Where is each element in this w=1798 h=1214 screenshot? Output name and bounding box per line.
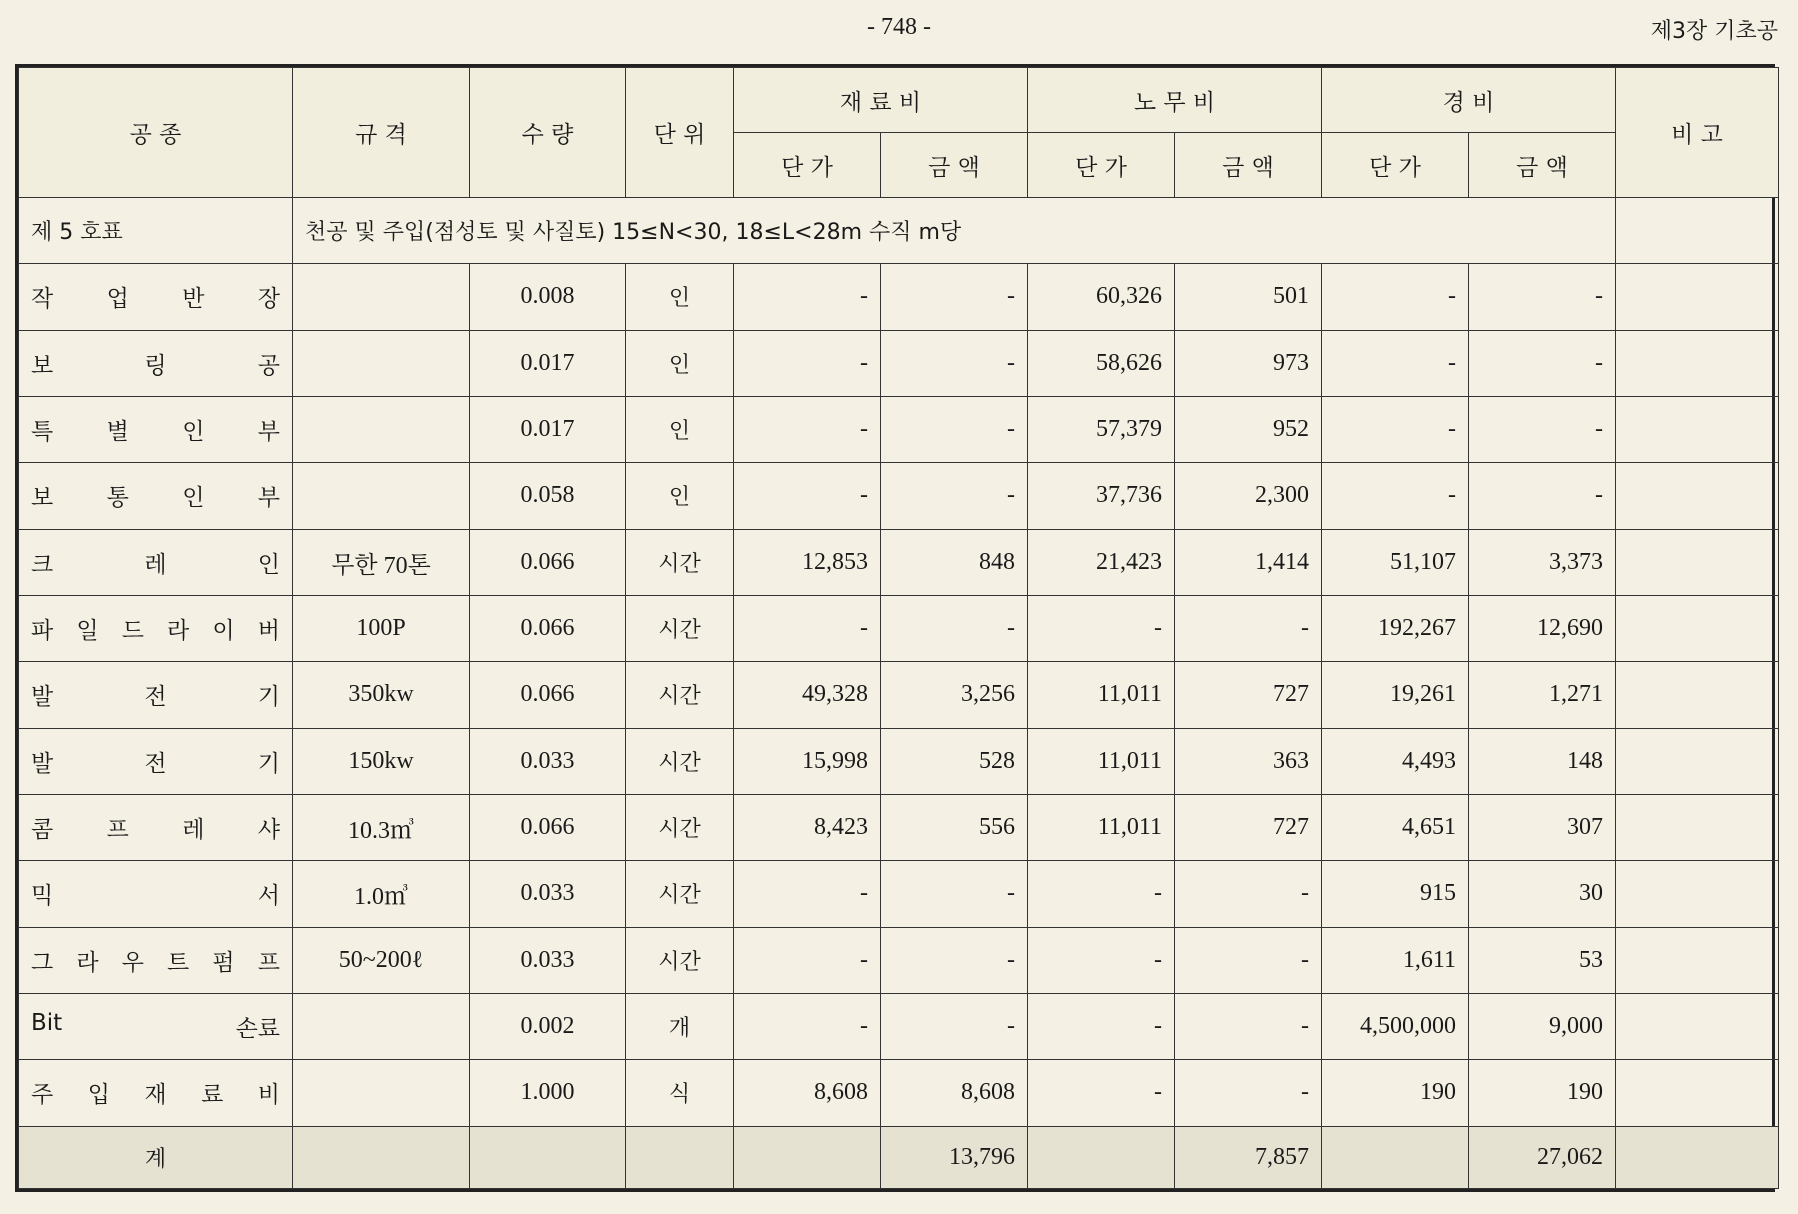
work-type-cell [19, 264, 293, 330]
page-number: - 748 - [867, 14, 931, 40]
table-row [19, 396, 1779, 462]
header-unit: 단 위 [626, 68, 734, 198]
expense-amount-cell: 190 [1469, 1060, 1616, 1126]
quantity-cell: 0.066 [470, 794, 626, 860]
expense-amount-cell: 9,000 [1469, 993, 1616, 1059]
unit-cell: 시간 [626, 794, 734, 860]
labor-unit-price-cell: 11,011 [1028, 794, 1175, 860]
work-type-label: 파 일 드 라 이 버 [31, 618, 280, 645]
labor-amount-cell: - [1175, 1060, 1322, 1126]
table-row [19, 463, 1779, 529]
unit-cell: 시간 [626, 728, 734, 794]
work-type-cell [19, 595, 293, 661]
table-row [19, 1060, 1779, 1126]
labor-amount-cell: 727 [1175, 794, 1322, 860]
labor-unit-price-cell: - [1028, 1060, 1175, 1126]
header-expense: 경 비 [1322, 68, 1616, 133]
labor-amount-cell: - [1175, 595, 1322, 661]
expense-unit-price-cell: 4,651 [1322, 794, 1469, 860]
quantity-cell: 0.008 [470, 264, 626, 330]
header-material-amount: 금 액 [881, 133, 1028, 198]
quantity-cell: 0.066 [470, 595, 626, 661]
expense-unit-price-cell: 1,611 [1322, 927, 1469, 993]
material-amount-cell: - [881, 463, 1028, 529]
labor-unit-price-cell: - [1028, 861, 1175, 927]
expense-amount-cell: 12,690 [1469, 595, 1616, 661]
labor-unit-price-cell: 58,626 [1028, 330, 1175, 396]
unit-cell: 개 [626, 993, 734, 1059]
material-amount-cell: - [881, 396, 1028, 462]
material-unit-price-cell: 15,998 [734, 728, 881, 794]
total-spec-cell [293, 1126, 470, 1188]
spec-cell [293, 396, 470, 462]
remarks-cell [1616, 264, 1779, 330]
labor-unit-price-cell: 11,011 [1028, 728, 1175, 794]
labor-amount-cell: - [1175, 927, 1322, 993]
spec-cell [293, 330, 470, 396]
spec-cell: 10.3㎥ [293, 794, 470, 860]
unit-cell: 시간 [626, 529, 734, 595]
labor-unit-price-cell: 57,379 [1028, 396, 1175, 462]
work-type-cell [19, 662, 293, 728]
table-row [19, 728, 1779, 794]
unit-cell: 시간 [626, 861, 734, 927]
quantity-cell: 0.033 [470, 861, 626, 927]
table-row [19, 595, 1779, 661]
work-type-label: 그 라 우 트 펌 프 [31, 949, 280, 976]
spec-cell: 1.0㎥ [293, 861, 470, 927]
work-type-label: 크 레 인 [31, 551, 280, 578]
work-type-cell [19, 993, 293, 1059]
expense-unit-price-cell: 915 [1322, 861, 1469, 927]
spec-cell: 150kw [293, 728, 470, 794]
work-type-cell [19, 463, 293, 529]
material-unit-price-cell: - [734, 396, 881, 462]
work-type-cell [19, 728, 293, 794]
labor-unit-price-cell: 37,736 [1028, 463, 1175, 529]
labor-amount-cell: 1,414 [1175, 529, 1322, 595]
remarks-cell [1616, 1060, 1779, 1126]
remarks-cell [1616, 330, 1779, 396]
expense-amount-cell: 1,271 [1469, 662, 1616, 728]
work-type-label: 믹 서 [31, 883, 280, 910]
labor-amount-cell: 727 [1175, 662, 1322, 728]
remarks-cell [1616, 927, 1779, 993]
expense-unit-price-cell: 4,500,000 [1322, 993, 1469, 1059]
expense-amount-cell: - [1469, 396, 1616, 462]
remarks-cell [1616, 662, 1779, 728]
total-unit-cell [626, 1126, 734, 1188]
spec-cell [293, 463, 470, 529]
labor-unit-price-cell: - [1028, 595, 1175, 661]
remarks-cell [1616, 993, 1779, 1059]
cost-table-container [15, 64, 1775, 1192]
quantity-cell: 0.002 [470, 993, 626, 1059]
total-quantity-cell [470, 1126, 626, 1188]
section-remarks [1616, 198, 1779, 264]
material-amount-cell: 3,256 [881, 662, 1028, 728]
section-description: 천공 및 주입(점성토 및 사질토) 15≤N<30, 18≤L<28m 수직 m당 [293, 198, 1616, 264]
expense-unit-price-cell: - [1322, 463, 1469, 529]
header-work-type: 공 종 [19, 68, 293, 198]
work-type-label: 발 전 기 [31, 684, 280, 711]
total-row [19, 1126, 1779, 1188]
quantity-cell: 0.017 [470, 396, 626, 462]
remarks-cell [1616, 529, 1779, 595]
material-unit-price-cell: - [734, 861, 881, 927]
material-amount-cell: - [881, 330, 1028, 396]
expense-unit-price-cell: 19,261 [1322, 662, 1469, 728]
unit-cell: 시간 [626, 595, 734, 661]
labor-amount-cell: 501 [1175, 264, 1322, 330]
expense-amount-cell: - [1469, 330, 1616, 396]
total-expense-unit-price-cell [1322, 1126, 1469, 1188]
material-amount-cell: 528 [881, 728, 1028, 794]
header-quantity: 수 량 [470, 68, 626, 198]
work-type-cell [19, 529, 293, 595]
table-row [19, 264, 1779, 330]
unit-cell: 인 [626, 463, 734, 529]
material-amount-cell: - [881, 927, 1028, 993]
labor-amount-cell: - [1175, 993, 1322, 1059]
material-amount-cell: 848 [881, 529, 1028, 595]
labor-amount-cell: 2,300 [1175, 463, 1322, 529]
expense-amount-cell: 307 [1469, 794, 1616, 860]
expense-amount-cell: 53 [1469, 927, 1616, 993]
cost-table [18, 67, 1779, 1189]
work-type-label: 작 업 반 장 [31, 286, 280, 313]
header-expense-unit-price: 단 가 [1322, 133, 1469, 198]
expense-amount-cell: - [1469, 463, 1616, 529]
labor-unit-price-cell: 60,326 [1028, 264, 1175, 330]
material-amount-cell: - [881, 993, 1028, 1059]
material-unit-price-cell: - [734, 927, 881, 993]
total-labor-unit-price-cell [1028, 1126, 1175, 1188]
expense-unit-price-cell: 51,107 [1322, 529, 1469, 595]
spec-cell: 350kw [293, 662, 470, 728]
header-labor: 노 무 비 [1028, 68, 1322, 133]
expense-unit-price-cell: 192,267 [1322, 595, 1469, 661]
table-row [19, 993, 1779, 1059]
expense-unit-price-cell: 190 [1322, 1060, 1469, 1126]
expense-unit-price-cell: 4,493 [1322, 728, 1469, 794]
work-type-label: Bit 손료 [31, 1010, 280, 1043]
material-amount-cell: 556 [881, 794, 1028, 860]
remarks-cell [1616, 595, 1779, 661]
remarks-cell [1616, 861, 1779, 927]
material-amount-cell: 8,608 [881, 1060, 1028, 1126]
work-type-label: 주 입 재 료 비 [31, 1082, 280, 1109]
material-unit-price-cell: 8,608 [734, 1060, 881, 1126]
labor-unit-price-cell: 21,423 [1028, 529, 1175, 595]
header-remarks: 비 고 [1616, 68, 1779, 198]
material-unit-price-cell: 49,328 [734, 662, 881, 728]
labor-amount-cell: 973 [1175, 330, 1322, 396]
material-unit-price-cell: - [734, 330, 881, 396]
expense-amount-cell: 3,373 [1469, 529, 1616, 595]
header-spec: 규 격 [293, 68, 470, 198]
expense-amount-cell: - [1469, 264, 1616, 330]
chapter-title: 제3장 기초공 [1650, 19, 1778, 44]
header-material: 재 료 비 [734, 68, 1028, 133]
section-row [19, 198, 1779, 264]
remarks-cell [1616, 396, 1779, 462]
expense-amount-cell: 148 [1469, 728, 1616, 794]
table-row [19, 330, 1779, 396]
total-expense-amount: 27,062 [1469, 1126, 1616, 1188]
quantity-cell: 0.017 [470, 330, 626, 396]
header-expense-amount: 금 액 [1469, 133, 1616, 198]
total-material-amount: 13,796 [881, 1126, 1028, 1188]
quantity-cell: 1.000 [470, 1060, 626, 1126]
expense-unit-price-cell: - [1322, 264, 1469, 330]
quantity-cell: 0.058 [470, 463, 626, 529]
total-material-unit-price-cell [734, 1126, 881, 1188]
spec-cell: 무한 70톤 [293, 529, 470, 595]
table-row [19, 794, 1779, 860]
work-type-cell [19, 927, 293, 993]
total-labor-amount: 7,857 [1175, 1126, 1322, 1188]
total-label: 계 [19, 1126, 293, 1188]
remarks-cell [1616, 463, 1779, 529]
expense-unit-price-cell: - [1322, 330, 1469, 396]
work-type-cell [19, 794, 293, 860]
unit-cell: 인 [626, 264, 734, 330]
spec-cell [293, 1060, 470, 1126]
material-unit-price-cell: - [734, 463, 881, 529]
section-label: 제 5 호표 [19, 198, 293, 264]
work-type-cell [19, 1060, 293, 1126]
expense-unit-price-cell: - [1322, 396, 1469, 462]
quantity-cell: 0.033 [470, 927, 626, 993]
spec-cell [293, 993, 470, 1059]
table-row [19, 861, 1779, 927]
unit-cell: 시간 [626, 662, 734, 728]
work-type-cell [19, 396, 293, 462]
labor-unit-price-cell: 11,011 [1028, 662, 1175, 728]
work-type-cell [19, 861, 293, 927]
unit-cell: 인 [626, 396, 734, 462]
unit-cell: 시간 [626, 927, 734, 993]
remarks-cell [1616, 794, 1779, 860]
header-labor-unit-price: 단 가 [1028, 133, 1175, 198]
work-type-label: 발 전 기 [31, 750, 280, 777]
material-unit-price-cell: - [734, 993, 881, 1059]
table-row [19, 662, 1779, 728]
material-amount-cell: - [881, 264, 1028, 330]
spec-cell: 100P [293, 595, 470, 661]
header-material-unit-price: 단 가 [734, 133, 881, 198]
spec-cell: 50~200ℓ [293, 927, 470, 993]
total-remarks-cell [1616, 1126, 1779, 1188]
material-unit-price-cell: - [734, 264, 881, 330]
remarks-cell [1616, 728, 1779, 794]
unit-cell: 식 [626, 1060, 734, 1126]
material-amount-cell: - [881, 595, 1028, 661]
table-row [19, 529, 1779, 595]
labor-amount-cell: - [1175, 861, 1322, 927]
material-unit-price-cell: 8,423 [734, 794, 881, 860]
material-unit-price-cell: - [734, 595, 881, 661]
labor-amount-cell: 952 [1175, 396, 1322, 462]
work-type-cell [19, 330, 293, 396]
work-type-label: 보 링 공 [31, 352, 280, 379]
material-amount-cell: - [881, 861, 1028, 927]
labor-amount-cell: 363 [1175, 728, 1322, 794]
header-labor-amount: 금 액 [1175, 133, 1322, 198]
quantity-cell: 0.066 [470, 529, 626, 595]
labor-unit-price-cell: - [1028, 927, 1175, 993]
labor-unit-price-cell: - [1028, 993, 1175, 1059]
unit-cell: 인 [626, 330, 734, 396]
expense-amount-cell: 30 [1469, 861, 1616, 927]
work-type-label: 보 통 인 부 [31, 485, 280, 512]
quantity-cell: 0.066 [470, 662, 626, 728]
table-row [19, 927, 1779, 993]
quantity-cell: 0.033 [470, 728, 626, 794]
work-type-label: 콤 프 레 샤 [31, 817, 280, 844]
material-unit-price-cell: 12,853 [734, 529, 881, 595]
work-type-label: 특 별 인 부 [31, 419, 280, 446]
spec-cell [293, 264, 470, 330]
